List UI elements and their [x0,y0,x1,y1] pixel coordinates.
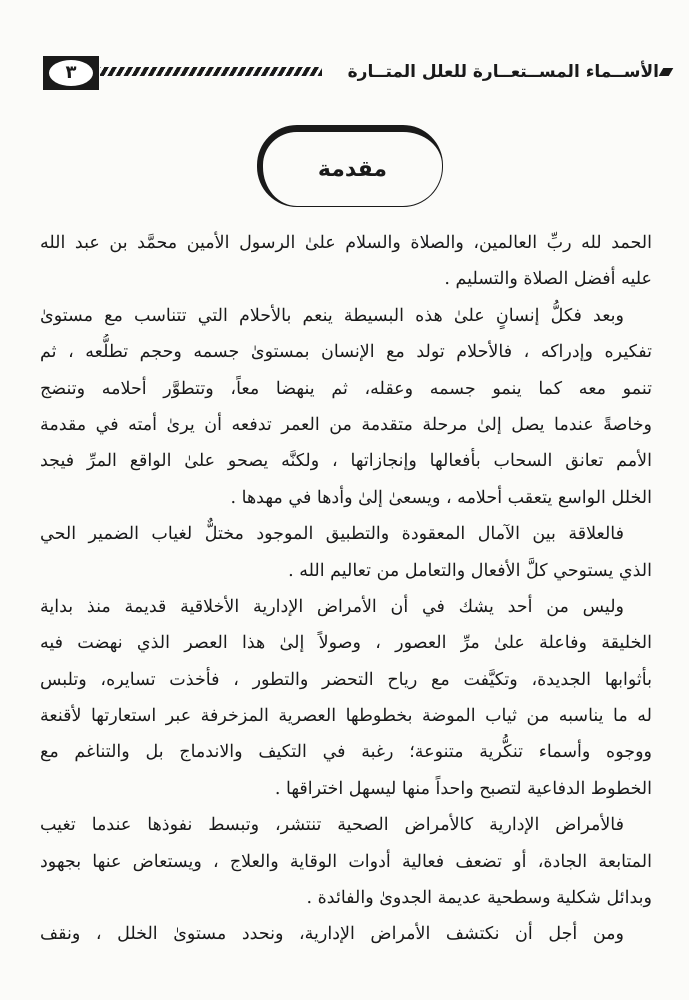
header-ornament-icon [659,68,674,76]
text-line: وليس من أحد يشك في أن الأمراض الإدارية الأخلاقية قديمة منذ بداية [40,596,624,617]
text-line: الحمد لله ربِّ العالمين، والصلاة والسلام علىٰ الرسول الأمين محمَّد بن عبد الله [40,233,652,253]
text-line: فالأمراض الإدارية كالأمراض الصحية تنتشر، وتبسط نفوذها عندما تغيب [40,815,624,836]
text-line: ومن أجل أن نكتشف الأمراض الإدارية، ونحدد مستوىٰ الخلل ، ونقف [40,924,624,945]
page-number-box [43,56,99,90]
section-title-frame [257,125,443,207]
text-line: بأثوابها الجديدة، وتكيَّفت مع رياح التحضر والتطور ، فأخذت تسايره، وتلبس [40,669,652,690]
text-line: تنمو معه كما ينمو جسمه وعقله، ثم ينهضا معاً، وتتطوَّر أحلامه وتنضج [40,378,652,399]
text-line: له ما يناسبه من ثياب الموضة بخطوطها العصرية المزخرفة عبر استعارتها لأقنعة [40,706,652,727]
text-line: ووجوه وأسماء تنكُّرية متنوعة؛ رغبة في التكيف والاندماج بل والتناغم مع [40,742,652,763]
text-line: عليه أفضل الصلاة والتسليم . [444,269,652,290]
text-line: الذي يستوحي كلَّ الأفعال والتعامل من تعاليم الله . [288,560,652,581]
text-line: المتابعة الجادة، أو تضعف فعالية أدوات الوقاية والعلاج ، ويستعاض عنها بجهود [40,851,652,872]
text-line: الخطوط الدفاعية لتصبح واحداً منها ليسهل اختراقها . [274,778,652,799]
running-title: الأســماء المســتعــارة للعلل المتــارة [347,62,659,82]
section-title: مقدمة [317,156,388,182]
text-line: الأمم تعانق السحاب بأفعالها وإنجازاتها ، ولكنَّه يصحو علىٰ الواقع المرِّ فيجد [40,451,652,472]
text-line: فالعلاقة بين الآمال المعقودة والتطبيق الموجود مختلٌّ لغياب الضمير الحي [40,524,624,545]
text-line: الخليقة وفاعلة علىٰ مرِّ العصور ، وصولاً إلىٰ هذا العصر الذي نهضت فيه [40,633,652,654]
text-line: وبدائل شكلية وسطحية عديمة الجدوىٰ والفائدة . [306,888,652,909]
page-number: ٣ [49,60,93,86]
body-text [40,225,652,953]
header-divider [100,67,322,76]
text-line: تفكيره وإدراكه ، فالأحلام تولد مع الإنسان بمستوىٰ جسمه وحجم تطلُّعه ، ثم [40,342,652,363]
text-line: وخاصةً عندما يصل إلىٰ مرحلة متقدمة من العمر تدفعه أن يرىٰ أمته في مقدمة [40,414,652,435]
text-line: الخلل الواسع يتعقب أحلامه ، ويسعىٰ إلىٰ وأدها في مهدها . [230,487,652,508]
text-line: وبعد فكلُّ إنسانٍ علىٰ هذه البسيطة ينعم بالأحلام التي تتناسب مع مستوىٰ [40,305,624,326]
